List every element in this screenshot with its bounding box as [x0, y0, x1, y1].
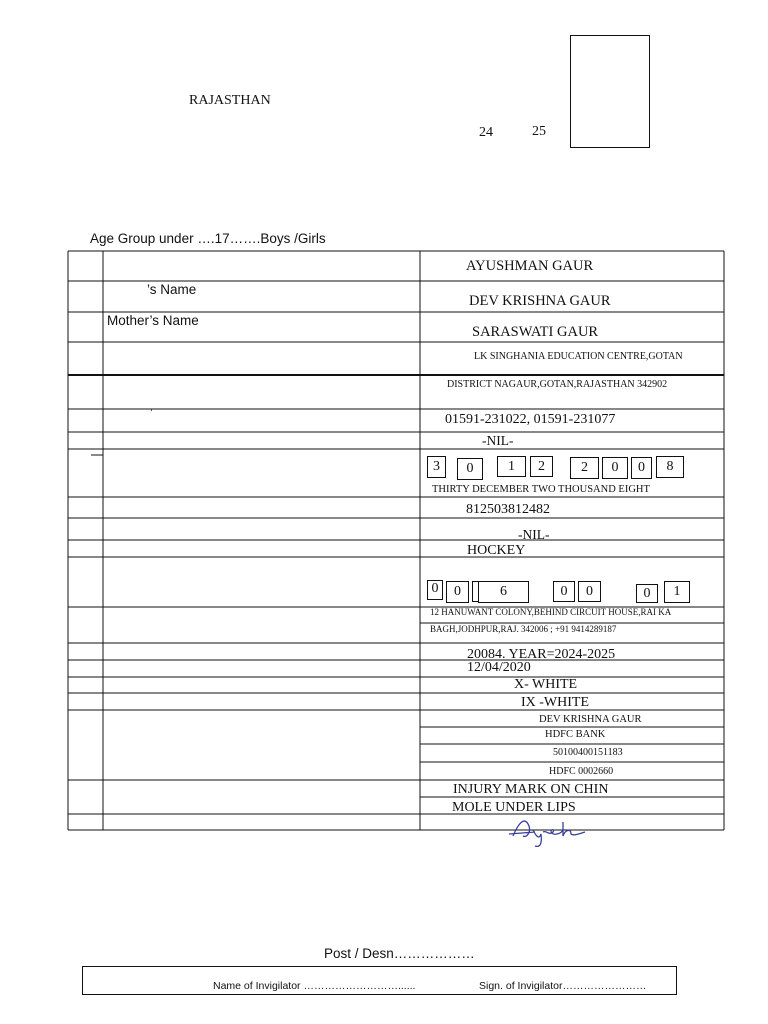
dob-words-value: THIRTY DECEMBER TWO THOUSAND EIGHT	[432, 484, 650, 495]
aadhaar-value: 812503812482	[466, 502, 550, 517]
identification-mark-1: INJURY MARK ON CHIN	[453, 782, 609, 797]
game-value: HOCKEY	[467, 543, 526, 558]
code-digit-box: 0	[553, 581, 575, 602]
code-digit-box: 0	[446, 581, 469, 603]
code-digit-box: 6	[478, 581, 529, 603]
invigilator-sign: Sign. of Invigilator……………………	[479, 980, 647, 992]
class-current-value: X- WHITE	[514, 677, 578, 692]
mother-name-value: SARASWATI GAUR	[472, 324, 599, 340]
code-digit-box: 0	[578, 581, 601, 602]
nil-value-2: -NIL-	[518, 527, 550, 542]
admission-date-value: 12/04/2020	[467, 660, 531, 675]
phone-value: 01591-231022, 01591-231077	[445, 412, 616, 427]
school-address-value: DISTRICT NAGAUR,GOTAN,RAJASTHAN 342902	[447, 379, 668, 390]
account-holder-value: DEV KRISHNA GAUR	[539, 714, 642, 725]
father-name-value: DEV KRISHNA GAUR	[469, 293, 611, 309]
class-previous-value: IX -WHITE	[521, 695, 590, 710]
code-digit-box: 0	[636, 584, 658, 603]
dob-digit-box: 8	[656, 456, 684, 478]
code-digit-box: 0	[427, 580, 443, 600]
post-designation: Post / Desn………………	[324, 946, 475, 961]
photo-box	[570, 35, 650, 148]
address-line-2: BAGH,JODHPUR,RAJ. 342006 ; +91 9414289187	[430, 624, 617, 634]
ifsc-value: HDFC 0002660	[549, 766, 614, 777]
player-name-value: AYUSHMAN GAUR	[466, 258, 594, 274]
stray-mark: ’	[150, 406, 153, 420]
identification-mark-2: MOLE UNDER LIPS	[452, 800, 576, 815]
account-number-value: 50100400151183	[553, 747, 623, 758]
player-signature	[505, 810, 590, 852]
dob-digit-box: 0	[457, 458, 483, 480]
father-name-label: ’s Name	[147, 282, 197, 297]
admission-no-value: 20084. YEAR=2024-2025	[467, 647, 616, 662]
invigilator-name: Name of Invigilator ………………………......	[213, 980, 416, 992]
state-name: RAJASTHAN	[189, 93, 271, 108]
dob-digit-box: 1	[497, 456, 526, 477]
session-from: 24	[479, 125, 493, 140]
bank-name-value: HDFC BANK	[545, 729, 606, 740]
code-digit-box: 1	[664, 581, 690, 603]
dob-digit-box: 2	[530, 456, 553, 477]
dob-digit-box: 0	[602, 457, 628, 479]
dob-digit-box: 0	[631, 457, 652, 479]
dob-digit-box: 3	[427, 456, 446, 478]
session-to: 25	[532, 124, 546, 139]
school-value: LK SINGHANIA EDUCATION CENTRE,GOTAN	[474, 351, 683, 362]
address-line-1: 12 HANUWANT COLONY,BEHIND CIRCUIT HOUSE,RAI KA	[430, 607, 672, 617]
mother-name-label: Mother’s Name	[107, 313, 199, 328]
age-group-line: Age Group under ….17…….Boys /Girls	[90, 231, 326, 246]
nil-value-1: -NIL-	[482, 433, 514, 448]
dob-digit-box: 2	[570, 457, 599, 479]
